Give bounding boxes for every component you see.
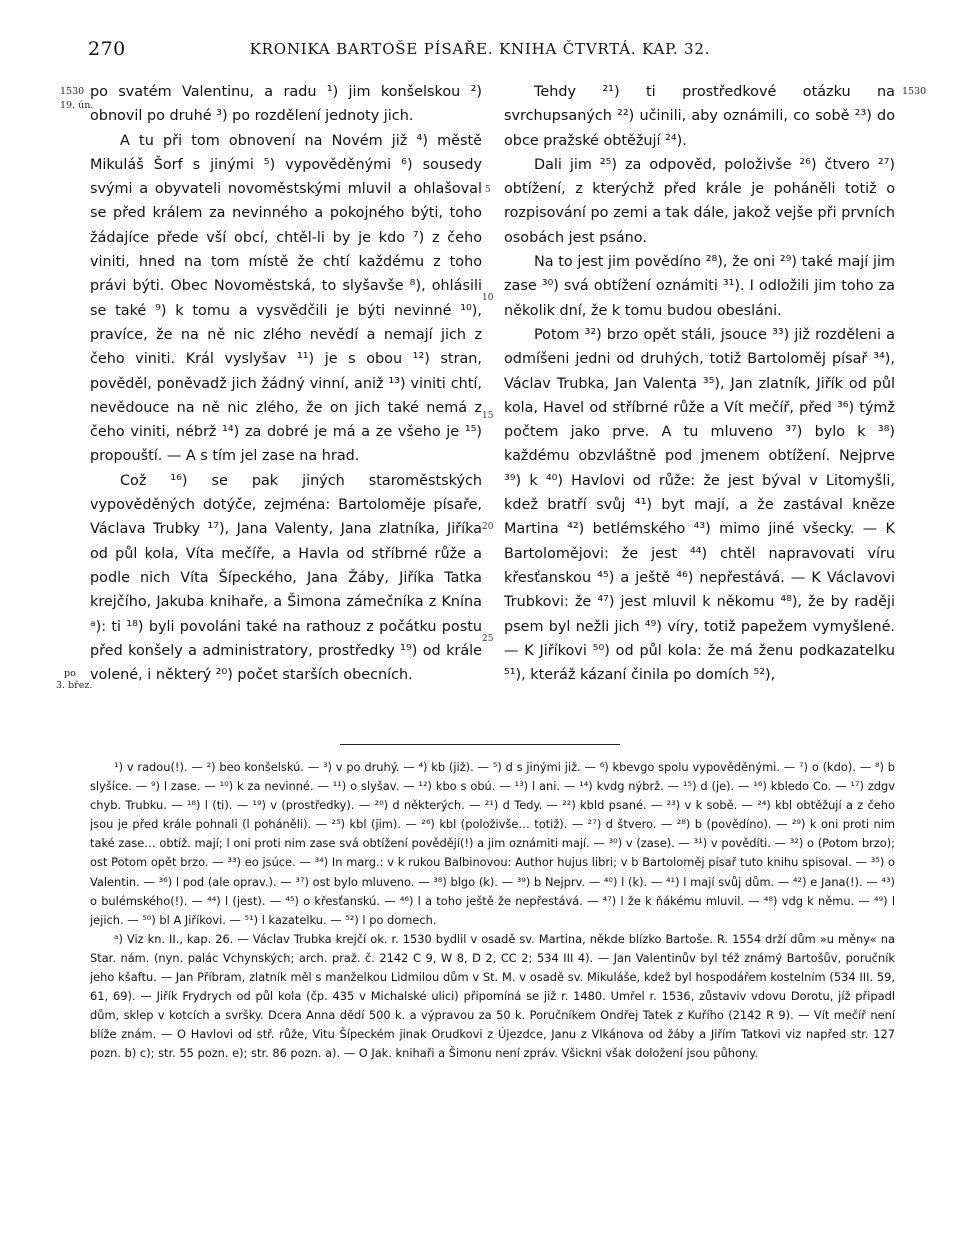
- paragraph: Potom ³²) brzo opět stáli, jsouce ³³) již rozděleni a odmíšeni jedni od druhých, totiž Bartoloměj písař ³⁴), Václav Trubka, Jan Valenta ³⁵), Jan zlatník, Jiřík od půl kola, Havel od stříbrné růže a Vít mečíř, před ³⁶) týmž počtem jako prve. A tu mluveno ³⁷) bylo k ³⁸) každému obzvláštně pod jmenem obtížení. Nejprve ³⁹) k ⁴⁰) Havlovi od růže: že jest býval v Litomyšli, kdež bratří svůj ⁴¹) byt mají, a že zastával kněze Martina ⁴²) betlémského ⁴³) mimo jiné všecky. — K Bartolomějovi: že jest ⁴⁴) chtěl napravovati víru křesťanskou ⁴⁵) a ještě ⁴⁶) nepřestává. — K Václavovi Trubkovi: že ⁴⁷) jest mluvil k někomu ⁴⁸), že by raději psem byl nežli jich ⁴⁹) víry, totiž papežem vymyšlené. — K Jiříkovi ⁵⁰) od půl kola: že má ženu podkazatelku ⁵¹), kteráž kázaní činila po domích ⁵²),: [504, 326, 895, 684]
- line-number: 10: [482, 293, 494, 303]
- paragraph: A tu při tom obnovení na Novém již ⁴) městě Mikuláš Šorf s jinými ⁵) vypověděnými ⁶) sousedy svými a obyvateli novoměstskými mluvil a ohlašoval se před králem za nevinného a pokojného býti, toho žádajíce přede vší obcí, chtěl-li by je kdo ⁷) z čeho viniti, hned na tom místě že chtí každému z toho právi býti. Obec Novoměstská, to slyšavše ⁸), ohlásili se také ⁹) k tomu a vysvědčili je býti nevinné ¹⁰), pravíce, že na ně nic zlého nevědí a nemají jich z čeho viniti. Král vyslyšav ¹¹) je s obou ¹²) stran, pověděl, poněvadž jich žádný vinní, aniž ¹³) viniti chtí, nevědouce na ně nic zlého, že on jich také nemá z čeho viniti, nébrž ¹⁴) za dobré je má a ze všeho je ¹⁵) propouští. — A s tím jel zase na hrad.: [90, 132, 482, 465]
- margin-year-left: 1530: [60, 86, 85, 97]
- margin-date-bottom: 3. břez.: [56, 680, 93, 691]
- paragraph: Na to jest jim povědíno ²⁸), že oni ²⁹) také mají jim zase ³⁰) svá obtížení oznámiti ³¹). I odložili jim toho za několik dní, že k tomu budou obesláni.: [504, 254, 895, 319]
- line-number: 20: [482, 522, 494, 532]
- line-number: 15: [482, 411, 494, 421]
- paragraph: Tehdy ²¹) ti prostředkové otázku na svrchupsaných ²²) učinili, aby oznámili, co sobě ²³) do obce pražské obtěžují ²⁴).: [504, 84, 895, 149]
- line-number: 5: [485, 185, 491, 195]
- right-column: [504, 80, 895, 687]
- footnote-divider: [340, 744, 620, 745]
- page-header: [0, 38, 960, 62]
- variant-notes: ¹) v radou(!). — ²) beo konšelskú. — ³) v po druhý. — ⁴) kb (již). — ⁵) d s jinými již. — ⁶) kbevgo spolu vypověděnými. — ⁷) o (kdo). — ⁸) b slyšíce. — ⁹) l zase. — ¹⁰) k za nevinné. — ¹¹) o slyšav. — ¹²) kbo s obú. — ¹³) l ani. — ¹⁴) kvdg nýbrž. — ¹⁵) d (je). — ¹⁶) kbledo Co. — ¹⁷) zdgv chyb. Trubku. — ¹⁸) l (ti). — ¹⁹) v (prostředky). — ²⁰) d některých. — ²¹) d Tedy. — ²²) kbld psané. — ²³) v k sobě. — ²⁴) kbl obtěžují a z čeho jsou je před krále pohnali (l poháněli). — ²⁵) kbl (jim). — ²⁶) kbl (položivše… totiž). — ²⁷) d štvero. — ²⁸) b (povědíno). — ²⁹) k oni proti nim také zase… obtíž. mají; l oni proti nim zase svá obtížení povědějí(!) a jim oznámiti mají. — ³⁰) v (zase). — ³¹) v povědíti. — ³²) o (Potom brzo); ost Potom opět brzo. — ³³) eo jsúce. — ³⁴) In marg.: v k rukou Balbinovou: Author hujus libri; v b Bartoloměj písař tuto knihu spisoval. — ³⁵) o Valentin. — ³⁶) l pod (ale oprav.). — ³⁷) ost bylo mluveno. — ³⁸) blgo (k). — ³⁹) b Nejprv. — ⁴⁰) l (k). — ⁴¹) l mají svůj dům. — ⁴²) e Jana(!). — ⁴³) o bulémského(!). — ⁴⁴) l (jest). — ⁴⁵) o křesťanskú. — ⁴⁶) l a toho ještě že nepřestává. — ⁴⁷) l že k ňákému mluvil. — ⁴⁸) vdg k němu. — ⁴⁹) l jejich. — ⁵⁰) bl A Jiříkovi. — ⁵¹) l kazatelku. — ⁵²) l po domech.: [90, 760, 895, 927]
- margin-date-top: 19. ún.: [60, 100, 94, 111]
- page-number: 270: [88, 38, 126, 60]
- running-head: KRONIKA BARTOŠE PÍSAŘE. KNIHA ČTVRTÁ. KAP. 32.: [249, 40, 711, 58]
- line-number: 25: [482, 634, 494, 644]
- left-column: [90, 80, 482, 687]
- footnotes: [90, 758, 895, 1064]
- margin-po: po: [64, 668, 76, 679]
- paragraph: Dali jim ²⁵) za odpověd, položivše ²⁶) čtvero ²⁷) obtížení, z kterýchž před krále je poháněli totiž o rozpisování po zemi a tak dále, jakož vejše při prvních osobách jest psáno.: [504, 156, 895, 246]
- margin-year-right: 1530: [902, 86, 927, 97]
- paragraph: po svatém Valentinu, a radu ¹) jim konšelskou ²) obnovil po druhé ³) po rozdělení jednoty jich.: [90, 84, 482, 125]
- commentary-note: ᵃ) Viz kn. II., kap. 26. — Václav Trubka krejčí ok. r. 1530 bydlil v osadě sv. Martina, někde blízko Bartoše. R. 1554 drží dům »u měny« na Star. nám. (nyn. palác Vchynských; arch. praž. č. 2142 C 9, W 8, D 2, CC 2; 534 III 4). — Jan Valentinův byl též známý Bartošův, poručník jeho kšaftu. — Jan Příbram, zlatník měl s manželkou Lidmilou dům v St. M. v osadě sv. Mikuláše, kdež byl hospodářem kostelním (534 III. 59, 61, 69). — Jiřík Frydrych od půl kola (čp. 435 v Michalské ulici) připomíná se již r. 1480. Umřel r. 1536, zůstaviv vdovu Dorotu, jíž připadl dům, sklep v kotcích a svršky. Dcera Anna dědí 500 k. a výpravou za 50 k. Poručníkem Ondřej Tatek z Kuřího (2142 R 9). — Vít mečíř není blíže znám. — O Havlovi od stř. růže, Vitu Šípeckém jinak Orudkovi z Újezdce, Janu z Vlkánova od žáby a Jiřím Tatkovi viz napřed str. 127 pozn. b) c); str. 55 pozn. e); str. 86 pozn. a). — O Jak. knihaři a Šimonu není zpráv. Všickni však doložení jsou půhony.: [90, 931, 895, 1061]
- paragraph: Což ¹⁶) se pak jiných staroměstských vypověděných dotýče, zejména: Bartoloměje písaře, Václava Trubky ¹⁷), Jana Valenty, Jana zlatníka, Jiříka od půl kola, Víta mečíře, a Havla od stříbrné růže a podle nich Víta Šípeckého, Jana Žáby, Jiříka Tatka krejčího, Jakuba knihaře, a Šimona zámečníka z Knína ᵃ): ti ¹⁸) byli povoláni také na rathouz z počátku postu před konšely a administratory, prostředky ¹⁹) od krále volené, i některý ²⁰) počet starších obecních.: [90, 472, 482, 684]
